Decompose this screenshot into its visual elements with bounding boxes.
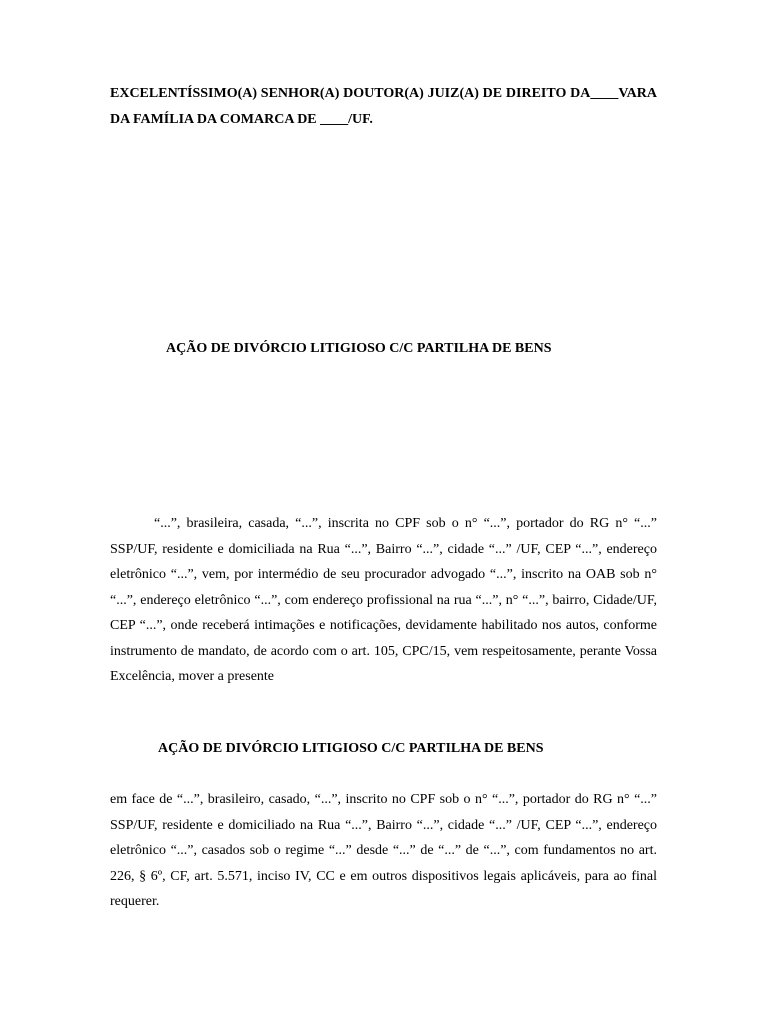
defendant-qualification-paragraph: em face de “...”, brasileiro, casado, “...”, inscrito no CPF sob o n° “...”, portador do RG n° “...” SSP/UF, residente e domiciliado na Rua “...”, Bairro “...”, cidade “...” /UF, CEP “...”, endereço eletrônico “...”, casados sob o regime “...” desde “...” de “...” de “...”, com fundamentos no art. 226, § 6º, CF, art. 5.571, inciso IV, CC e em outros dispositivos legais aplicáveis, para ao final requerer. [110,792,657,909]
addressee-heading: EXCELENTÍSSIMO(A) SENHOR(A) DOUTOR(A) JUIZ(A) DE DIREITO DA____VARA DA FAMÍLIA DA COMARCA DE ____/UF. [110,86,657,127]
action-title: AÇÃO DE DIVÓRCIO LITIGIOSO C/C PARTILHA DE BENS [158,741,544,756]
document-title: AÇÃO DE DIVÓRCIO LITIGIOSO C/C PARTILHA DE BENS [166,341,552,356]
plaintiff-qualification-paragraph: “...”, brasileira, casada, “...”, inscrita no CPF sob o n° “...”, portador do RG n° “...” SSP/UF, residente e domiciliada na Rua “...”, Bairro “...”, cidade “...” /UF, CEP “...”, endereço eletrônico “...”, vem, por intermédio de seu procurador advogado “...”, inscrito na OAB sob n° “...”, endereço eletrônico “...”, com endereço profissional na rua “...”, n° “...”, bairro, Cidade/UF, CEP “...”, onde receberá intimações e notificações, devidamente habilitado nos autos, conforme instrumento de mandato, de acordo com o art. 105, CPC/15, vem respeitosamente, perante Vossa Excelência, mover a presente [110,516,657,684]
